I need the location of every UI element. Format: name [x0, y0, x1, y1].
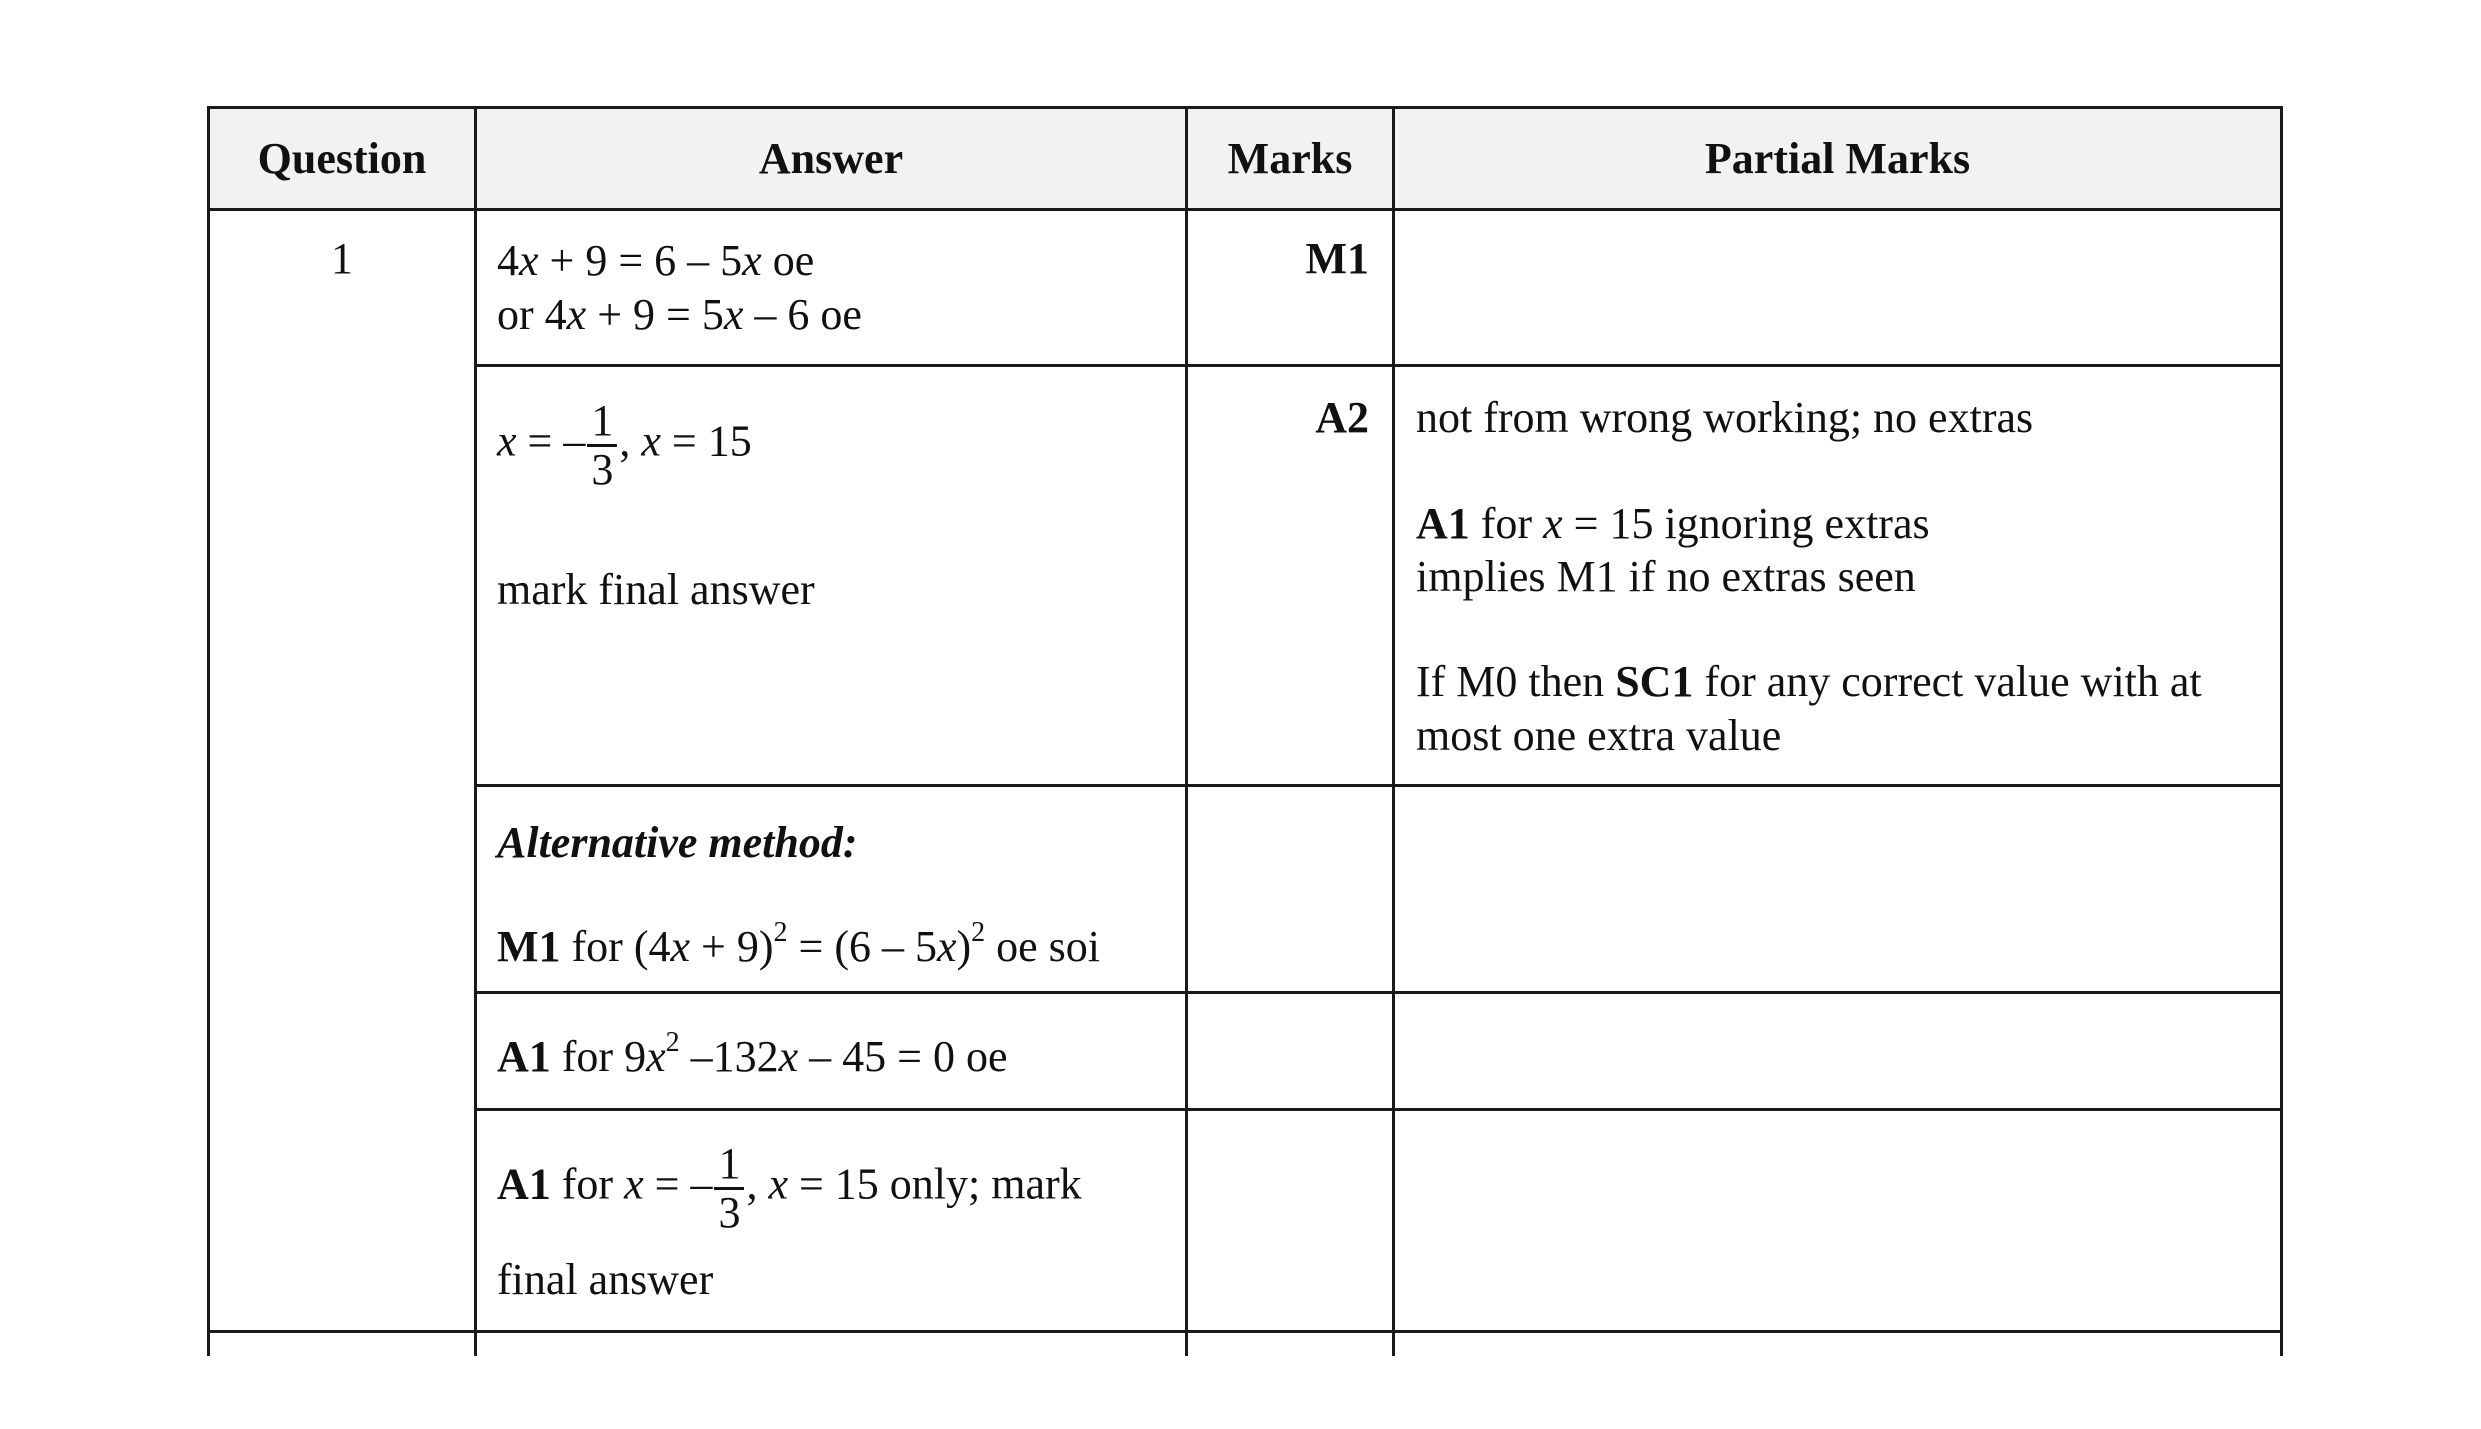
row-divider — [475, 1108, 2283, 1111]
answer-solutions: x = – $\frac{1}{3}$ , x = 15 — [497, 396, 752, 494]
header-partial-marks: Partial Marks — [1704, 134, 1971, 183]
partial-note-a1: A1 for x = 15 ignoring extras — [1416, 499, 1930, 548]
question-number: 1 — [331, 234, 353, 283]
alternative-a1-quadratic: A1 for $9x^2$ –132x – 45 = 0 oe — [497, 1027, 1008, 1081]
partial-note-1: not from wrong working; no extras — [1416, 393, 2034, 442]
row-divider — [475, 364, 2283, 367]
mark-m1: M1 — [1305, 234, 1369, 283]
header-question: Question — [257, 134, 427, 183]
answer-equation-2: or 4x + 9 = 5x – 6 oe — [497, 290, 862, 339]
partial-note-implies: implies M1 if no extras seen — [1416, 552, 1916, 601]
column-border-marks — [1392, 106, 1395, 1356]
header-bottom-border — [207, 208, 2283, 211]
fraction-one-third: $\frac{1}{3}$ — [714, 1141, 744, 1236]
header-answer: Answer — [758, 134, 904, 183]
answer-note: mark final answer — [497, 565, 815, 614]
table-top-border — [207, 106, 2283, 109]
column-border-left — [207, 106, 210, 1356]
answer-equation-1: 4x + 9 = 6 – 5x oe — [497, 236, 815, 285]
alternative-method-title: Alternative method: — [497, 818, 858, 867]
mark-a2: A2 — [1315, 393, 1369, 442]
header-marks: Marks — [1227, 134, 1353, 183]
alternative-m1: M1 for $(4x + 9)^2 = (6 - 5x)^2$ oe soi — [497, 917, 1101, 971]
column-border-answer — [1185, 106, 1188, 1356]
fraction-one-third: $\frac{1}{3}$ — [587, 398, 617, 493]
partial-note-sc1: If M0 then SC1 for any correct value with at — [1416, 657, 2202, 706]
column-border-question — [474, 106, 477, 1356]
alternative-a1-final: final answer — [497, 1255, 714, 1304]
alternative-a1-solutions: A1 for x = – $\frac{1}{3}$ , x = 15 only; mark — [497, 1139, 1082, 1237]
row-divider — [475, 784, 2283, 787]
row-divider — [207, 1330, 2283, 1333]
partial-note-last: most one extra value — [1416, 711, 1782, 760]
column-border-right — [2280, 106, 2283, 1356]
row-divider — [475, 991, 2283, 994]
